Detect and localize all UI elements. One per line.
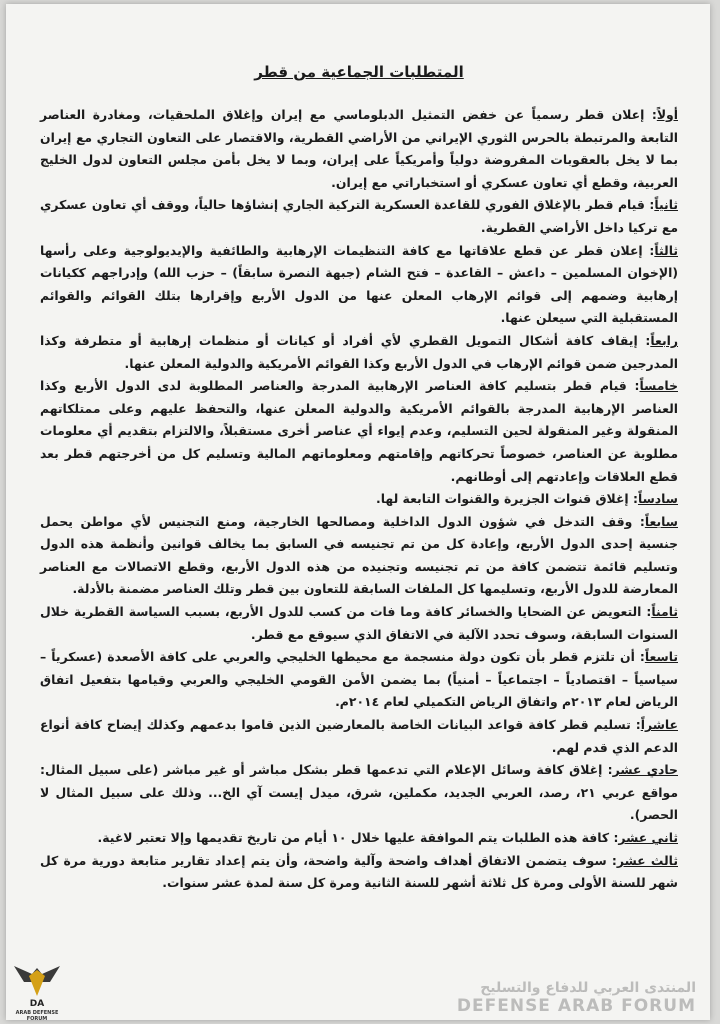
demand-text: : إعلان قطر عن قطع علاقاتها مع كافة التنظيمات الإرهابية والطائفية والإيديولوجية وعلى رأسها (الإخوان المسلمين – داعش – القاعدة – فتح الشام (جبهة النصرة سابقاً) – حزب الله) وإدراجهم ككيانات إرهابية وضمهم إلى قوائم الإرهاب المعلن عنها من الدول الأربع وإقرارها بتلك القوائم والقوائم المستقبلية التي سيعلن عنها. [40, 242, 678, 326]
demand-label: سادساً [637, 491, 678, 507]
demand-11 [40, 759, 678, 827]
svg-text:DA: DA [29, 999, 45, 1008]
document-page [6, 4, 710, 1020]
demand-text: : وقف التدخل في شؤون الدول الداخلية ومصالحها الخارجية، ومنع التجنيس لأي مواطن يحمل جنسية إحدى الدول الأربع، وإعادة كل من تم تجنيسه في السابق بما يخالف قوانين وأنظمة هذه الدول وتسليم قائمة تتضمن كافة من تم تجنيسه وتجنيده من هذه الدول الأربع، وقطع الاتصالات مع العناصر المعارضة للدول الأربع، وتسليمها كل الملفات السابقة للتعاون بين قطر وتلك العناصر مضمنة بالأدلة. [40, 513, 678, 597]
demand-4 [40, 330, 678, 375]
demand-8 [40, 601, 678, 646]
demand-2 [40, 194, 678, 239]
demand-5 [40, 375, 678, 488]
demand-text: : إغلاق كافة وسائل الإعلام التي تدعمها قطر بشكل مباشر أو غير مباشر (على سبيل المثال: مواقع عربي ٢١، رصد، العربي الجديد، مكملين، شرق، ميدل إيست آي الخ... وذلك على سبيل المثال لا الحصر). [40, 762, 678, 823]
forum-logo [6, 956, 68, 1020]
demand-label: سابعاً [644, 513, 678, 529]
document-title: المتطلبات الجماعية من قطر [254, 63, 464, 81]
document-body [40, 62, 678, 895]
watermark-english: DEFENSE ARAB FORUM [456, 996, 696, 1016]
demand-text: : قيام قطر بالإغلاق الفوري للقاعدة العسكرية التركية الجاري إنشاؤها حالياً، ووقف أي تعاون عسكري مع تركيا داخل الأراضي القطرية. [40, 197, 678, 235]
demand-text: : سوف يتضمن الاتفاق أهداف واضحة وآلية واضحة، وأن يتم إعداد تقارير متابعة دورية مرة كل شهر للسنة الأولى ومرة كل ثلاثة أشهر للسنة الثانية ومرة كل سنة لمدة عشر سنوات. [40, 852, 678, 891]
demand-label: خامساً [639, 378, 678, 394]
demand-label: عاشراً [640, 717, 678, 733]
demand-13 [40, 850, 678, 895]
demand-1 [40, 104, 678, 194]
demand-9 [40, 646, 678, 714]
forum-watermark [457, 980, 696, 1016]
demand-text: : إعلان قطر رسمياً عن خفض التمثيل الدبلوماسي مع إيران وإغلاق الملحقيات، ومغادرة العناصر التابعة والمرتبطة بالحرس الثوري الإيراني من الأراضي القطرية، والاقتصار على التعاون التجاري مع إيران بما لا يخل بالعقوبات المفروضة دولياً وأمريكياً على إيران، وبما لا يخل بأمن مجلس التعاون لدول الخليج العربية، وقطع أي تعاون عسكري أو استخباراتي مع إيران. [40, 107, 678, 190]
demand-label: رابعاً [650, 332, 678, 348]
demand-label: حادي عشر [612, 762, 678, 778]
demand-10 [40, 714, 678, 759]
demand-text: : التعويض عن الضحايا والخسائر كافة وما فات من كسب للدول الأربع، بسبب السياسة القطرية خلال السنوات السابقة، وسوف تحدد الآلية في الاتفاق الذي سيوقع مع قطر. [40, 604, 678, 642]
demand-text: : قيام قطر بتسليم كافة العناصر الإرهابية المدرجة والعناصر المطلوبة لدى الدول الأربع وكذا العناصر الإرهابية المدرجة بالقوائم الأمريكية والدولية المعلن عنها، والتحفظ عليهم وعلى ممتلكاتهم المنقولة وغير المنقولة لحين التسليم، وعدم إيواء أي عناصر أخرى مستقبلاً، والالتزام بتقديم أي معلومات مطلوبة عن العناصر، خصوصاً تحركاتهم وإقامتهم ومعلوماتهم المالية وتسليم كل من أخرجتهم قطر بعد قطع العلاقات وإعادتهم إلى أوطانهم. [40, 378, 678, 484]
demand-label: تاسعاً [644, 649, 678, 665]
demand-label: ثالثاً [654, 242, 678, 258]
demand-text: : أن تلتزم قطر بأن تكون دولة منسجمة مع محيطها الخليجي والعربي على كافة الأصعدة (عسكرياً – سياسياً – اقتصادياً – اجتماعياً – أمنياً) بما يضمن الأمن القومي الخليجي والعربي وقيامها بتفعيل اتفاق الرياض لعام ٢٠١٣م واتفاق الرياض التكميلي لعام ٢٠١٤م. [40, 649, 678, 710]
demand-label: ثامناً [651, 604, 678, 620]
demand-label: ثانياً [654, 197, 678, 213]
demand-7 [40, 511, 678, 601]
demand-text: : إغلاق قنوات الجزيرة والقنوات التابعة لها. [376, 491, 638, 507]
demand-12 [40, 827, 678, 850]
watermark-arabic: المنتدى العربي للدفاع والتسليح [480, 980, 696, 996]
demand-6 [40, 488, 678, 511]
demand-3 [40, 240, 678, 330]
demand-text: : كافة هذه الطلبات يتم الموافقة عليها خلال ١٠ أيام من تاريخ تقديمها وإلا تعتبر لاغية. [97, 830, 619, 845]
logo-caption: ARAB DEFENSE FORUM [15, 1010, 59, 1020]
eagle-emblem-icon [12, 956, 62, 1008]
demand-label: أولاً [656, 107, 678, 122]
demand-label: ثاني عشر [618, 830, 678, 845]
demand-label: ثالث عشر [616, 852, 678, 868]
demand-text: : إيقاف كافة أشكال التمويل القطري لأي أفراد أو كيانات أو منظمات إرهابية أو متطرفة وكذا المدرجين ضمن قوائم الإرهاب في الدول الأربع وكذا القوائم الأمريكية والدولية المعلن عنها. [40, 332, 678, 371]
demand-text: : تسليم قطر كافة قواعد البيانات الخاصة بالمعارضين الذين قاموا بدعمهم وكذلك إيضاح كافة أنواع الدعم الذي قدم لهم. [40, 717, 678, 755]
